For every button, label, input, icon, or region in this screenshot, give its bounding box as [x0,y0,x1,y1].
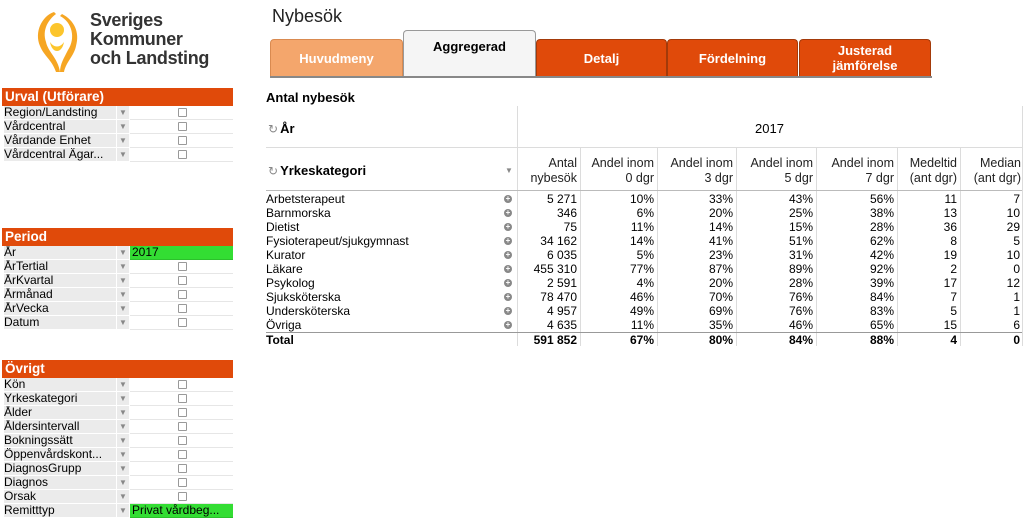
dropdown-arrow-icon[interactable]: ▼ [117,504,129,517]
table-cell: 51% [788,234,813,248]
listbox-alder[interactable] [2,406,233,420]
table-cell: 1 [1013,290,1020,304]
checkbox-icon[interactable] [178,380,187,389]
checkbox-icon[interactable] [178,304,187,313]
listbox-armanad[interactable] [2,288,233,302]
table-cell: 39% [869,276,894,290]
table-title: Antal nybesök [266,90,355,105]
table-cell: 19 [943,248,957,262]
table-cell: 15 [943,318,957,332]
listbox-label: Datum [4,316,116,329]
table-row[interactable] [266,276,1022,290]
tab-label-line1: Justerad [837,43,893,58]
table-cell: 65% [869,318,894,332]
period-panel [2,228,233,330]
listbox-label: Remitttyp [4,504,116,517]
table-cell: 17 [943,276,957,290]
expand-plus-icon[interactable]: + [505,292,511,301]
table-cell: 5% [636,248,654,262]
row-label: Barnmorska [266,206,331,220]
table-cell: 5 [1013,234,1020,248]
page-title: Nybesök [272,6,343,26]
expand-plus-icon[interactable]: + [505,306,511,315]
table-cell: 46% [629,290,654,304]
table-cell: 33% [708,192,733,206]
skl-logo-icon [24,2,88,74]
listbox-datum[interactable] [2,316,233,330]
table-cell: 56% [869,192,894,206]
listbox-label: Bokningssätt [4,434,116,447]
dropdown-arrow-icon[interactable]: ▼ [117,406,129,419]
dropdown-arrow-icon[interactable]: ▼ [117,448,129,461]
listbox-label: Åldersintervall [4,420,116,433]
listbox-label: ÅrKvartal [4,274,116,287]
dropdown-arrow-icon[interactable]: ▼ [117,120,129,133]
listbox-orsak[interactable] [2,490,233,504]
table-cell: 29 [1006,220,1020,234]
row-label: Psykolog [266,276,315,290]
cycle-icon[interactable]: ↻ [268,164,279,178]
row-label: Fysioterapeut/sjukgymnast [266,234,409,248]
col-header-median: Median (ant dgr) [973,156,1021,185]
tab-fordelning[interactable] [667,39,798,76]
logo-line-2: Kommuner [90,29,183,49]
table-cell: 25% [788,206,813,220]
table-cell: 28% [869,220,894,234]
table-cell: 76% [788,290,813,304]
logo-line-3: och Landsting [90,48,210,68]
table-cell: 4% [636,276,654,290]
dropdown-arrow-icon[interactable]: ▼ [117,476,129,489]
dropdown-arrow-icon[interactable]: ▼ [117,420,129,433]
listbox-ar[interactable] [2,246,233,260]
table-cell: 75 [563,220,577,234]
table-row[interactable] [266,248,1022,262]
checkbox-icon[interactable] [178,492,187,501]
tab-divider [270,76,932,78]
table-cell: 13 [943,206,957,220]
dropdown-arrow-icon[interactable]: ▼ [117,462,129,475]
table-row[interactable] [266,318,1022,332]
table-cell: 80% [708,333,733,347]
table-cell: 67% [629,333,654,347]
dropdown-arrow-icon[interactable]: ▼ [117,392,129,405]
ovrigt-panel [2,360,233,518]
table-cell: 5 [950,304,957,318]
urval-panel [2,88,233,162]
table-cell: 5 271 [546,192,577,206]
table-cell: 84% [788,333,813,347]
checkbox-icon[interactable] [178,276,187,285]
table-cell: 6 [1013,318,1020,332]
table-cell: 7 [1013,192,1020,206]
table-cell: 0 [1013,333,1020,347]
listbox-label: ÅrTertial [4,260,116,273]
listbox-yrkeskategori[interactable] [2,392,233,406]
row-label: Läkare [266,262,303,276]
logo-line-1: Sveriges [90,10,163,30]
checkbox-icon[interactable] [178,422,187,431]
selected-value[interactable]: 2017 [130,246,233,260]
tab-huvudmeny[interactable] [270,39,403,76]
dropdown-arrow-icon[interactable]: ▼ [117,260,129,273]
table-total-row[interactable] [266,333,1022,347]
dropdown-arrow-icon[interactable]: ▼ [117,378,129,391]
listbox-arvecka[interactable] [2,302,233,316]
table-cell: 38% [869,206,894,220]
table-cell: 346 [556,206,577,220]
listbox-label: Vårdcentral [4,120,116,133]
table-cell: 12 [1006,276,1020,290]
table-cell: 15% [788,220,813,234]
dropdown-arrow-icon[interactable]: ▼ [117,288,129,301]
dropdown-arrow-icon[interactable]: ▼ [117,274,129,287]
tab-label: Aggregerad [433,39,506,54]
tab-label: Detalj [583,50,620,66]
listbox-label: ÅrVecka [4,302,116,315]
table-cell: 76% [788,304,813,318]
row-label: Total [266,333,294,347]
listbox-region-landsting[interactable] [2,106,233,120]
table-cell: 8 [950,234,957,248]
listbox-vardcentral[interactable] [2,120,233,134]
expand-plus-icon[interactable]: + [505,236,511,245]
listbox-label: Årmånad [4,288,116,301]
table-cell: 14% [629,234,654,248]
checkbox-icon[interactable] [178,150,187,159]
listbox-label: År [4,246,116,259]
table-cell: 84% [869,290,894,304]
cycle-icon[interactable]: ↻ [268,122,279,136]
table-row[interactable] [266,220,1022,234]
table-cell: 7 [950,290,957,304]
expand-plus-icon[interactable]: + [505,278,511,287]
checkbox-icon[interactable] [178,478,187,487]
table-cell: 11% [630,318,654,332]
checkbox-icon[interactable] [178,450,187,459]
table-cell: 10 [1006,206,1020,220]
listbox-remitttyp[interactable] [2,504,233,518]
checkbox-icon[interactable] [178,136,187,145]
table-cell: 62% [869,234,894,248]
col-header-5dgr: Andel inom 5 dgr [750,156,813,185]
year-header: 2017 [755,121,784,136]
table-cell: 4 [950,333,957,347]
table-cell: 70% [708,290,733,304]
checkbox-icon[interactable] [178,122,187,131]
table-cell: 2 591 [546,276,577,290]
table-cell: 6 035 [546,248,577,262]
expand-plus-icon[interactable]: + [505,250,511,259]
tab-label: Fördelning [698,50,767,66]
checkbox-icon[interactable] [178,108,187,117]
expand-plus-icon[interactable]: + [505,208,511,217]
listbox-artertial[interactable] [2,260,233,274]
row-label: Undersköterska [266,304,351,318]
listbox-diagnos[interactable] [2,476,233,490]
listbox-label: Öppenvårdskont... [4,448,116,461]
row-label: Sjuksköterska [266,290,341,304]
table-cell: 455 310 [533,262,577,276]
table-cell: 42% [869,248,894,262]
dropdown-arrow-icon[interactable]: ▼ [117,490,129,503]
urval-panel-title: Urval (Utförare) [2,88,233,106]
table-cell: 0 [1013,262,1020,276]
listbox-arkvartal[interactable] [2,274,233,288]
col-header-7dgr: Andel inom 7 dgr [831,156,894,185]
dropdown-arrow-icon[interactable]: ▼ [117,316,129,329]
listbox-diagnosgrupp[interactable] [2,462,233,476]
listbox-label: Yrkeskategori [4,392,116,405]
table-row[interactable] [266,206,1022,220]
table-cell: 43% [788,192,813,206]
listbox-vardcentral-agare[interactable] [2,148,233,162]
dimension-yrkeskategori[interactable]: ↻ Yrkeskategori [268,163,367,178]
tab-detalj[interactable] [536,39,667,76]
table-cell: 78 470 [540,290,577,304]
selected-value[interactable]: Privat vårdbeg... [130,504,233,518]
table-cell: 14% [708,220,733,234]
table-row[interactable] [266,290,1022,304]
listbox-label: Region/Landsting [4,106,116,119]
checkbox-icon[interactable] [178,318,187,327]
table-cell: 2 [950,262,957,276]
expand-plus-icon[interactable]: + [505,194,511,203]
listbox-kon[interactable] [2,378,233,392]
table-cell: 36 [943,220,957,234]
table-cell: 4 635 [546,318,577,332]
period-panel-title: Period [2,228,233,246]
checkbox-icon[interactable] [178,464,187,473]
table-cell: 87% [708,262,733,276]
sort-dropdown-icon[interactable]: ▼ [505,166,513,175]
table-cell: 69% [708,304,733,318]
checkbox-icon[interactable] [178,262,187,271]
table-cell: 92% [869,262,894,276]
table-cell: 6% [636,206,654,220]
table-row[interactable] [266,304,1022,318]
table-row[interactable] [266,234,1022,248]
col-header-0dgr: Andel inom 0 dgr [591,156,654,185]
table-cell: 11% [630,220,654,234]
logo [20,2,220,74]
table-cell: 591 852 [533,333,577,347]
table-cell: 1 [1013,304,1020,318]
table-cell: 49% [629,304,654,318]
table-cell: 83% [869,304,894,318]
table-cell: 31% [788,248,813,262]
listbox-label: DiagnosGrupp [4,462,116,475]
table-cell: 4 957 [546,304,577,318]
table-cell: 34 162 [540,234,577,248]
dropdown-arrow-icon[interactable]: ▼ [117,246,129,259]
table-row[interactable] [266,262,1022,276]
table-cell: 88% [869,333,894,347]
table-cell: 10 [1006,248,1020,262]
tab-aggregerad[interactable] [403,30,536,76]
listbox-vardande-enhet[interactable] [2,134,233,148]
col-header-medeltid: Medeltid (ant dgr) [909,156,957,185]
listbox-label: Ålder [4,406,116,419]
expand-plus-icon[interactable]: + [505,222,511,231]
listbox-oppenvardskontakt[interactable] [2,448,233,462]
table-cell: 46% [788,318,813,332]
dropdown-arrow-icon[interactable]: ▼ [117,302,129,315]
tab-label-line2: jämförelse [832,58,898,73]
listbox-label: Vårdcentral Ägar... [4,148,116,161]
ovrigt-panel-title: Övrigt [2,360,233,378]
table-cell: 89% [788,262,813,276]
tab-label: Huvudmeny [299,50,374,66]
table-cell: 20% [708,206,733,220]
row-label: Arbetsterapeut [266,192,345,206]
tab-justerad-jamforelse[interactable] [799,39,931,76]
col-header-3dgr: Andel inom 3 dgr [670,156,733,185]
row-label: Kurator [266,248,306,262]
table-cell: 23% [708,248,733,262]
row-label: Dietist [266,220,300,234]
dropdown-arrow-icon[interactable]: ▼ [117,434,129,447]
dimension-ar[interactable]: ↻ År [268,121,295,136]
checkbox-icon[interactable] [178,408,187,417]
dropdown-arrow-icon[interactable]: ▼ [117,106,129,119]
table-row[interactable] [266,192,1022,206]
listbox-label: Diagnos [4,476,116,489]
dropdown-arrow-icon[interactable]: ▼ [117,148,129,161]
table-cell: 41% [708,234,733,248]
expand-plus-icon[interactable]: + [505,264,511,273]
dropdown-arrow-icon[interactable]: ▼ [117,134,129,147]
row-label: Övriga [266,318,302,332]
checkbox-icon[interactable] [178,436,187,445]
listbox-label: Vårdande Enhet [4,134,116,147]
table-cell: 35% [708,318,733,332]
checkbox-icon[interactable] [178,394,187,403]
expand-plus-icon[interactable]: + [505,320,511,329]
col-header-antal: Antal nybesök [530,156,577,185]
checkbox-icon[interactable] [178,290,187,299]
table-cell: 20% [708,276,733,290]
listbox-aldersintervall[interactable] [2,420,233,434]
listbox-label: Kön [4,378,116,391]
table-cell: 11 [944,192,957,206]
table-cell: 10% [629,192,654,206]
listbox-label: Orsak [4,490,116,503]
table-cell: 77% [629,262,654,276]
listbox-bokningssatt[interactable] [2,434,233,448]
table-cell: 28% [788,276,813,290]
